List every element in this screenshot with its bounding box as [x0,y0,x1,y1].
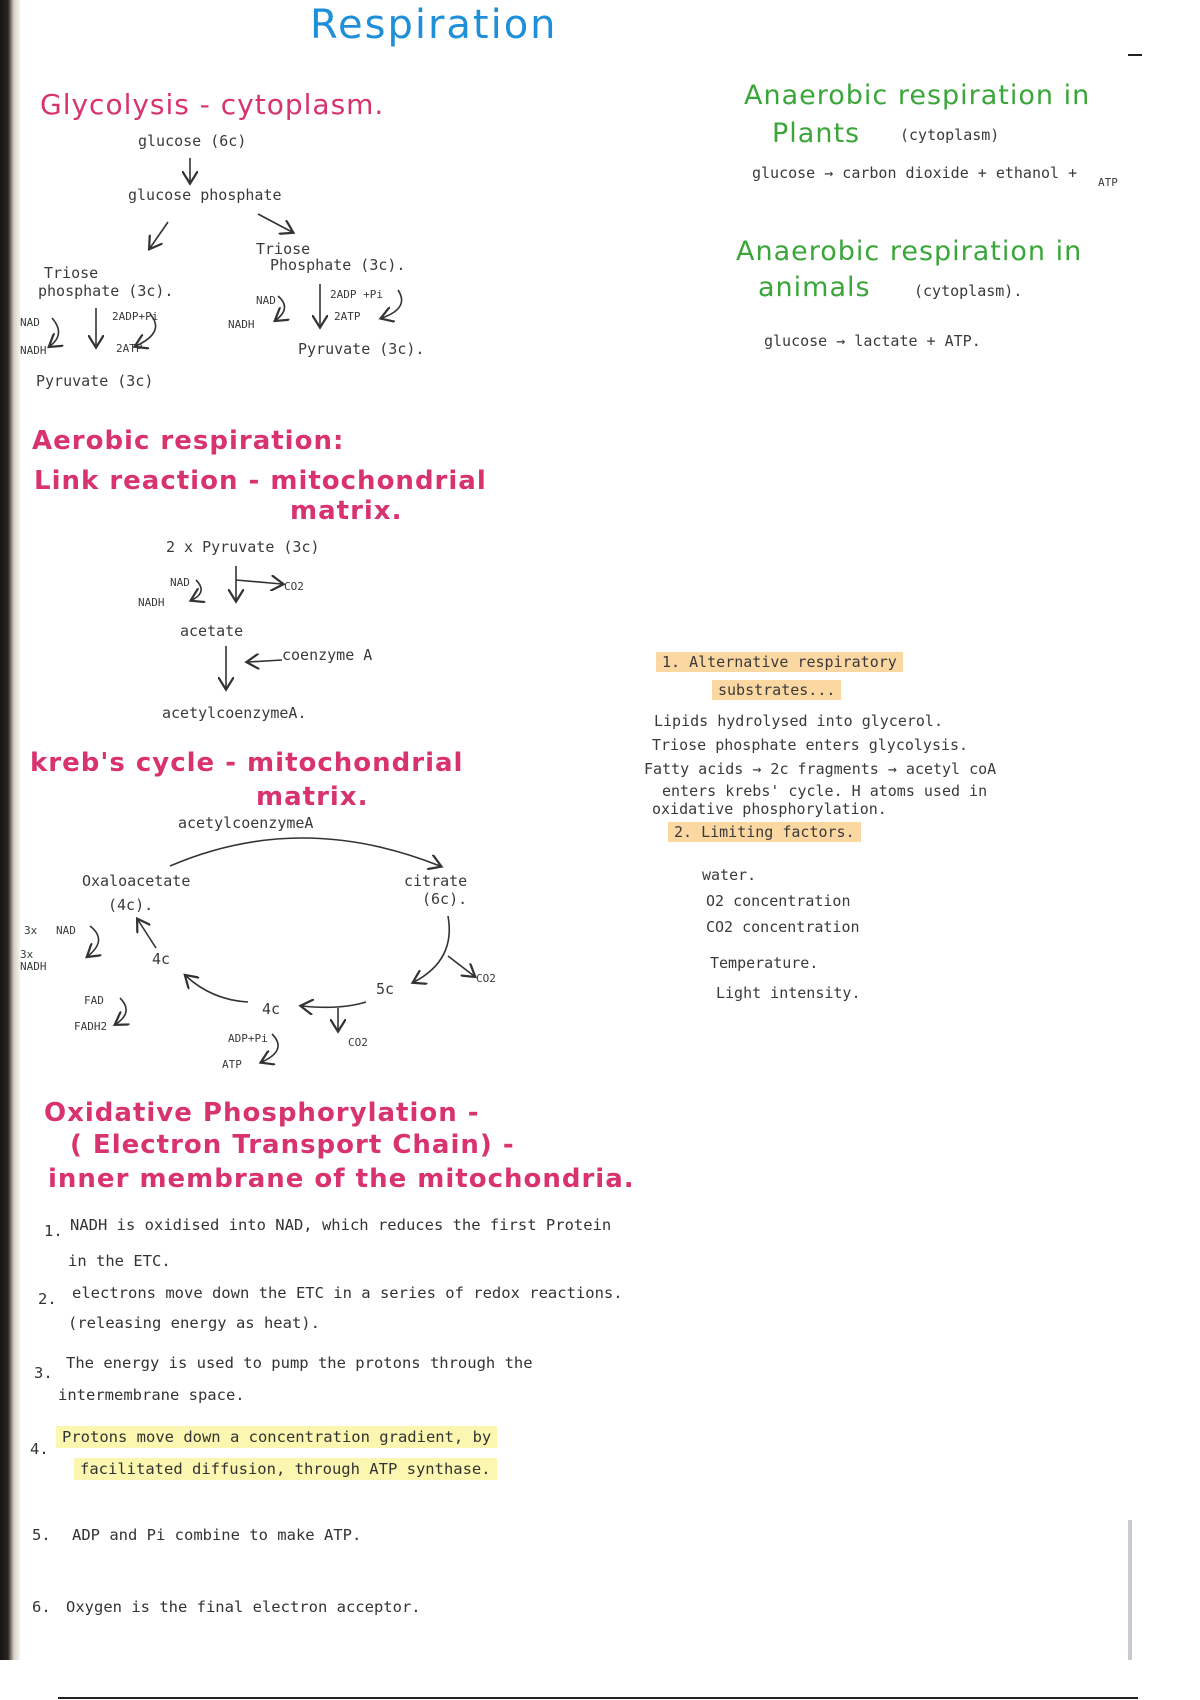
etc-step-line2: intermembrane space. [58,1386,245,1404]
anaerobic-plants-location: (cytoplasm) [900,126,1000,144]
anaerobic-animals-subject: animals [758,272,871,303]
etc-step-number: 5. [32,1526,51,1544]
krebs-acetyl-label: acetylcoenzymeA [178,814,314,832]
etc-step-line1: electrons move down the ETC in a series of redox reactions. [72,1284,623,1302]
left-atp-label: 2ATP [116,342,143,355]
krebs-nadh-count: 3x [20,948,34,961]
etc-step-line1-highlighted: Protons move down a concentration gradient, by [56,1426,497,1448]
oxaloacetate-label: Oxaloacetate [82,872,191,890]
anaerobic-animals-heading: Anaerobic respiration in [736,236,1083,267]
krebs-fadh2-label: FADH2 [74,1020,108,1033]
link-reaction-heading-matrix: matrix. [290,496,403,526]
anaerobic-plants-equation: glucose → carbon dioxide + ethanol + [752,164,1078,182]
link-pyruvate-label: 2 x Pyruvate (3c) [166,538,320,556]
anaerobic-plants-heading: Anaerobic respiration in [744,80,1091,111]
limiting-factors-heading: 2. Limiting factors. [668,822,861,842]
glucose-label: glucose (6c) [138,132,247,150]
right-atp-label: 2ATP [334,310,361,323]
alternative-substrates-heading: 1. Alternative respiratory [656,652,903,672]
arrow-atp-loop [262,1034,278,1062]
right-adp-label: 2ADP +Pi [330,288,383,301]
arrow-right-nad-loop [276,296,285,320]
anaerobic-animals-location: (cytoplasm). [914,282,1023,300]
arrow-left-nad-loop [50,318,59,346]
arrow-fad-loop [116,998,126,1024]
right-triose-label: Triose [256,240,311,258]
link-nad-label: NAD [170,576,190,589]
aerobic-heading: Aerobic respiration: [32,426,345,456]
arrow-right-atp-loop [382,290,402,318]
krebs-4c-upper: 4c [152,950,171,968]
arrow-co2-branch [236,580,282,584]
link-co2-label: CO2 [284,580,304,593]
etc-step-line2: in the ETC. [68,1252,171,1270]
left-adp-label: 2ADP+Pi [112,310,159,323]
krebs-co2-right: CO2 [476,972,496,985]
right-triose-phosphate-label: Phosphate (3c). [270,256,406,274]
arrow-4c-to-oxaloacetate [138,920,156,948]
limiting-factor-item: O2 concentration [706,892,851,910]
krebs-nadh-label: NADH [20,960,47,973]
anaerobic-animals-equation: glucose → lactate + ATP. [764,332,981,350]
etc-step-line2: (releasing energy as heat). [68,1314,320,1332]
arrow-4c-to-4c [186,976,248,1002]
citrate-label: citrate [404,872,468,890]
krebs-adp-label: ADP+Pi [228,1032,268,1045]
glucose-phosphate-label: glucose phosphate [128,186,282,204]
acetate-label: acetate [180,622,244,640]
left-triose-phosphate-label: phosphate (3c). [38,282,174,300]
page-title: Respiration [310,2,558,48]
arrow-coenzyme-in [248,660,282,662]
limiting-factor-item: Temperature. [710,954,819,972]
anaerobic-plants-subject: Plants [772,118,861,149]
link-nadh-label: NADH [138,596,165,609]
alternative-substrates-heading-2: substrates... [712,680,841,700]
arrow-citrate-to-5c [414,916,449,982]
etc-step-number: 1. [44,1222,63,1240]
glycolysis-heading: Glycolysis - cytoplasm. [40,88,385,121]
etc-step-number: 4. [30,1440,49,1458]
etc-step-line1: ADP and Pi combine to make ATP. [72,1526,362,1544]
left-nadh-label: NADH [20,344,47,357]
krebs-nad-label: NAD [56,924,76,937]
arrow-to-left-triose [150,222,168,248]
etc-step-line2-highlighted: facilitated diffusion, through ATP synthase. [74,1458,497,1480]
acetyl-coenzyme-a-label: acetylcoenzymeA. [162,704,307,722]
anaerobic-plants-atp: ATP [1098,176,1118,189]
left-pyruvate-label: Pyruvate (3c) [36,372,154,390]
krebs-fad-label: FAD [84,994,104,1007]
oxidative-heading-1: Oxidative Phosphorylation - [44,1098,480,1128]
alternative-line: Fatty acids → 2c fragments → acetyl coA [644,760,997,778]
etc-step-number: 6. [32,1598,51,1616]
limiting-factor-item: CO2 concentration [706,918,860,936]
etc-step-line1: Oxygen is the final electron acceptor. [66,1598,421,1616]
oxidative-heading-2: ( Electron Transport Chain) - [70,1130,515,1160]
krebs-5c-label: 5c [376,980,395,998]
coenzyme-a-label: coenzyme A [282,646,373,664]
arrow-acetyl-to-citrate [170,838,440,866]
etc-step-line1: NADH is oxidised into NAD, which reduces the first Protein [70,1216,612,1234]
arrow-krebs-nad-loop [88,926,99,956]
arrow-left-atp-loop [136,314,156,346]
arrow-co2-release-right [448,956,474,976]
right-nadh-label: NADH [228,318,255,331]
arrow-to-right-triose [258,214,292,232]
krebs-co2-bottom: CO2 [348,1036,368,1049]
link-reaction-heading: Link reaction - mitochondrial [34,466,487,496]
etc-step-number: 3. [34,1364,53,1382]
arrow-link-nad-loop [192,580,201,600]
oxidative-heading-3: inner membrane of the mitochondria. [48,1164,635,1194]
oxaloacetate-carbons: (4c). [108,896,154,914]
krebs-4c-lower: 4c [262,1000,281,1018]
right-pyruvate-label: Pyruvate (3c). [298,340,425,358]
etc-step-number: 2. [38,1290,57,1308]
limiting-factor-item: water. [702,866,757,884]
right-nad-label: NAD [256,294,276,307]
alternative-line: oxidative phosphorylation. [652,800,887,818]
arrow-5c-to-4c [302,1002,366,1007]
citrate-carbons: (6c). [422,890,468,908]
alternative-line: enters krebs' cycle. H atoms used in [662,782,988,800]
alternative-line: Triose phosphate enters glycolysis. [652,736,969,754]
krebs-heading-matrix: matrix. [256,782,369,812]
krebs-nad-count: 3x [24,924,38,937]
limiting-factor-item: Light intensity. [716,984,861,1002]
alternative-line: Lipids hydrolysed into glycerol. [654,712,943,730]
etc-step-line1: The energy is used to pump the protons through the [66,1354,533,1372]
left-nad-label: NAD [20,316,40,329]
krebs-atp-label: ATP [222,1058,242,1071]
left-triose-label: Triose [44,264,99,282]
krebs-heading: kreb's cycle - mitochondrial [30,748,464,778]
